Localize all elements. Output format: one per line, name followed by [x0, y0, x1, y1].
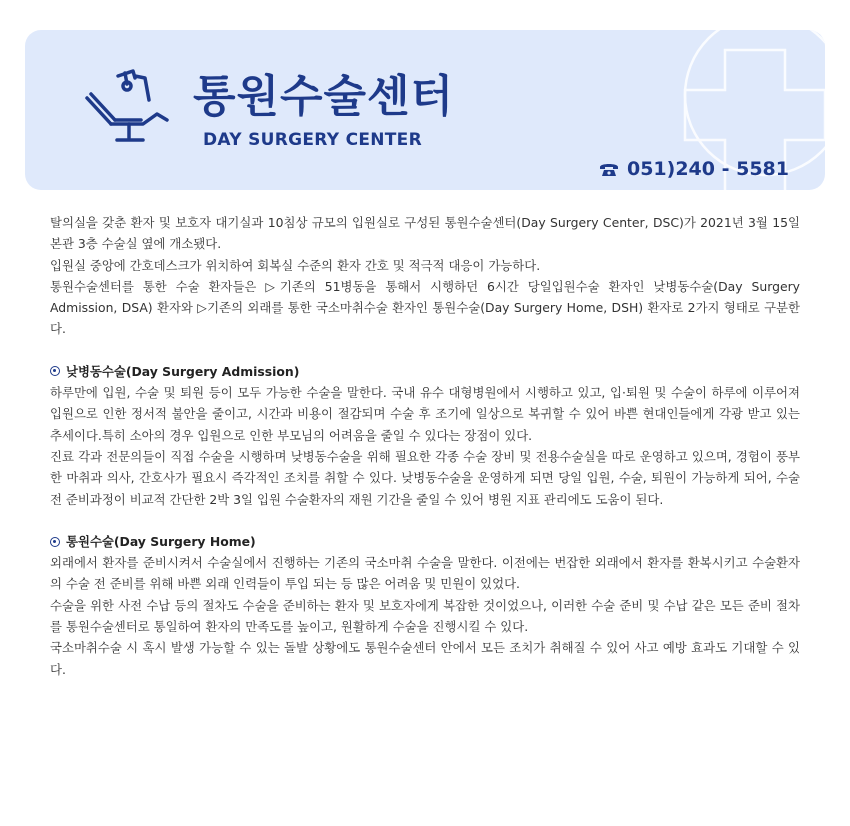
surgery-chair-icon	[83, 66, 173, 146]
section-paragraph: 진료 각과 전문의들이 직접 수술을 시행하며 낮병동수술을 위해 필요한 각종 수술 장비 및 전용수술실을 따로 운영하고 있으며, 경험이 풍부한 마취과 의사, 간호사가 필요시 즉각적인 조치를 취할 수 있다. 낮병동수술을 운영하게 되면 당일 입원, 수술, 퇴원이 가능하게 되어, 수술 전 준비과정이 비교적 간단한 2박 3일 입원 수술환자의 재원 기간을 줄일 수 있어 병원 지표 관리에도 도움이 된다.	[50, 448, 800, 507]
section-paragraph: 수술을 위한 사전 수납 등의 절차도 수술을 준비하는 환자 및 보호자에게 복잡한 것이었으나, 이러한 수술 준비 및 수납 같은 모든 준비 절차를 통원수술센터로 통일하여 환자의 만족도를 높이고, 원활하게 수술을 진행시킬 수 있다.	[50, 597, 800, 635]
header-banner	[25, 30, 825, 190]
section-day-surgery-home	[50, 531, 800, 680]
intro-paragraph: 통원수술센터를 통한 수술 환자들은 ▷기존의 51병동을 통해서 시행하던 6시간 당일입원수술 환자인 낮병동수술(Day Surgery Admission, DSA) 환자와 ▷기존의 외래를 통한 국소마취수술 환자인 통원수술(Day Surgery Home, DSH) 환자로 2가지 형태로 구분한다.	[50, 278, 800, 337]
section-heading	[50, 531, 800, 552]
section-heading	[50, 361, 800, 382]
section-title: 통원수술(Day Surgery Home)	[66, 533, 256, 549]
section-day-surgery-admission	[50, 361, 800, 510]
circle-bullet-icon	[50, 537, 60, 547]
article-body	[50, 212, 800, 680]
intro-block	[50, 212, 800, 340]
section-paragraph: 국소마취수술 시 혹시 발생 가능할 수 있는 돌발 상황에도 통원수술센터 안에서 모든 조치가 취해질 수 있어 사고 예방 효과도 기대할 수 있다.	[50, 640, 800, 677]
phone-text: 051)240 - 5581	[626, 158, 789, 180]
intro-paragraph: 탈의실을 갖춘 환자 및 보호자 대기실과 10침상 규모의 입원실로 구성된 통원수술센터(Day Surgery Center, DSC)가 2021년 3월 15일 본관 3층 수술실 옆에 개소됐다.	[50, 215, 800, 252]
section-paragraph: 외래에서 환자를 준비시켜서 수술실에서 진행하는 기존의 국소마취 수술을 말한다. 이전에는 번잡한 외래에서 환자를 환복시키고 수술환자의 수술 전 준비를 위해 바쁜 외래 인력들이 투입 되는 등 많은 어려움 및 민원이 있었다.	[50, 555, 800, 592]
page-subtitle: DAY SURGERY CENTER	[203, 130, 422, 150]
phone-number	[599, 158, 789, 180]
section-paragraph: 하루만에 입원, 수술 및 퇴원 등이 모두 가능한 수술을 말한다. 국내 유수 대형병원에서 시행하고 있고, 입·퇴원 및 수술이 하루에 이루어져 입원으로 인한 정서적 불안을 줄이고, 시간과 비용이 절감되며 수술 후 조기에 일상으로 복귀할 수 있어 바쁜 현대인들에게 각광 받고 있는 추세이다.특히 소아의 경우 입원으로 인한 부모님의 어려움을 줄일 수 있다는 장점이 있다.	[50, 385, 800, 443]
telephone-icon	[599, 161, 619, 177]
intro-paragraph: 입원실 중앙에 간호데스크가 위치하여 회복실 수준의 환자 간호 및 적극적 대응이 가능하다.	[50, 257, 541, 273]
section-title: 낮병동수술(Day Surgery Admission)	[66, 363, 300, 379]
circle-bullet-icon	[50, 366, 60, 376]
page-title: 통원수술센터	[193, 71, 455, 122]
